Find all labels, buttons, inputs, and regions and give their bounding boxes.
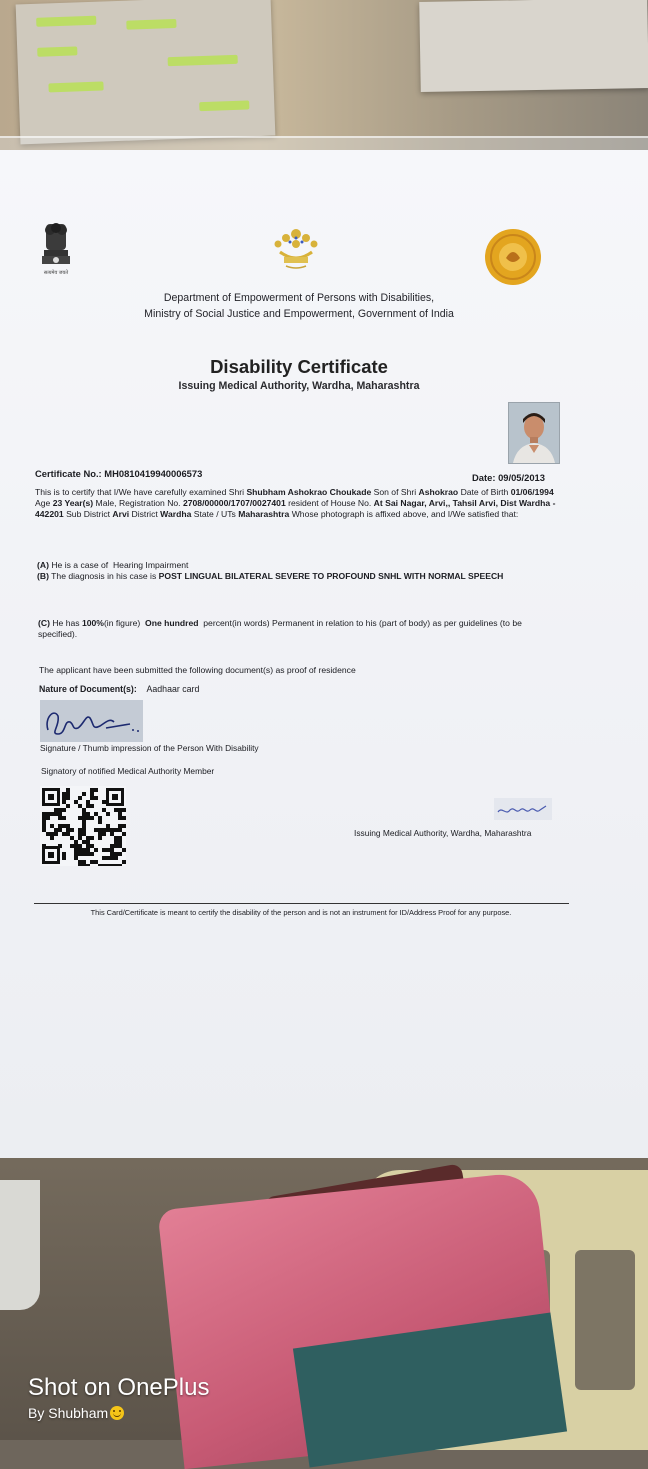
qr-module	[118, 808, 122, 812]
clause-b	[37, 571, 557, 582]
qr-module	[110, 844, 114, 848]
qr-module	[58, 816, 62, 820]
qr-module	[98, 832, 102, 836]
qr-module	[46, 832, 50, 836]
qr-module	[90, 836, 94, 840]
qr-module	[106, 824, 110, 828]
qr-module	[46, 816, 50, 820]
qr-module	[66, 832, 70, 836]
qr-module	[42, 828, 46, 832]
qr-module	[58, 844, 62, 848]
qr-module	[62, 808, 66, 812]
qr-module	[94, 860, 98, 864]
qr-module	[90, 788, 94, 792]
qr-module	[90, 792, 94, 796]
certificate-number	[35, 468, 202, 479]
national-emblem-icon	[38, 220, 74, 278]
clause-c-text: (in figure)	[103, 618, 141, 628]
qr-module	[102, 808, 106, 812]
qr-module	[98, 864, 102, 866]
clause-a-label: (A)	[37, 560, 49, 570]
qr-module	[82, 848, 86, 852]
applicant-signature	[40, 700, 143, 742]
qr-module	[122, 816, 126, 820]
qr-module	[106, 828, 110, 832]
qr-module	[78, 832, 82, 836]
address: At Sai Nagar, Arvi,, Tahsil Arvi, Dist Wardha - 442201	[35, 498, 556, 519]
state: Maharashtra	[238, 509, 290, 519]
qr-module	[114, 836, 118, 840]
qr-module	[58, 808, 62, 812]
qr-module	[42, 812, 46, 816]
qr-module	[122, 848, 126, 852]
qr-module	[86, 852, 90, 856]
qr-module	[62, 800, 66, 804]
body-text: Age	[35, 498, 51, 508]
body-text: District	[131, 509, 158, 519]
clause-a-text: He is a case of	[51, 560, 109, 570]
qr-module	[74, 848, 78, 852]
certificate-date	[472, 472, 545, 483]
qr-module	[90, 804, 94, 808]
clause-a	[37, 560, 188, 571]
footer-divider	[34, 903, 569, 904]
qr-module	[78, 852, 82, 856]
qr-module	[122, 860, 126, 864]
qr-module	[82, 832, 86, 836]
qr-module	[114, 828, 118, 832]
qr-module	[94, 828, 98, 832]
qr-module	[46, 812, 50, 816]
emblem-caption: सत्यमेव जयते	[43, 270, 69, 276]
qr-module	[114, 864, 118, 866]
qr-module	[110, 864, 114, 866]
body-text: Sub District	[66, 509, 111, 519]
qr-module	[74, 840, 78, 844]
qr-module	[86, 812, 90, 816]
qr-module	[66, 804, 70, 808]
body-text: Male, Registration No.	[95, 498, 181, 508]
qr-module	[42, 820, 46, 824]
sub-district: Arvi	[112, 509, 130, 519]
department-line-2: Ministry of Social Justice and Empowerment, Government of India	[144, 308, 454, 320]
authority-signature	[494, 798, 552, 820]
nature-label: Nature of Document(s):	[39, 684, 137, 694]
stool-leg	[0, 1180, 40, 1310]
qr-module	[74, 856, 78, 860]
qr-module	[118, 828, 122, 832]
qr-module	[102, 856, 106, 860]
qr-module	[78, 844, 82, 848]
qr-module	[110, 852, 114, 856]
diagnosis: POST LINGUAL BILATERAL SEVERE TO PROFOUND SNHL WITH NORMAL SPEECH	[158, 571, 504, 581]
body-text: State / UTs	[193, 509, 236, 519]
qr-module	[82, 792, 86, 796]
qr-module	[82, 808, 86, 812]
qr-module	[86, 840, 90, 844]
qr-module	[122, 808, 126, 812]
qr-module	[78, 816, 82, 820]
qr-module	[86, 848, 90, 852]
qr-module	[62, 832, 66, 836]
qr-module	[82, 812, 86, 816]
qr-module	[78, 836, 82, 840]
sugamya-logo-icon	[266, 224, 326, 272]
clause-c	[38, 618, 558, 640]
signature-caption: Signature / Thumb impression of the Person With Disability	[40, 743, 259, 753]
clause-c-text: percent(in words) Permanent in relation to his (part of body) as per guidelines (to be specified).	[38, 618, 522, 639]
qr-module	[102, 832, 106, 836]
district: Wardha	[160, 509, 192, 519]
qr-module	[78, 848, 82, 852]
qr-module	[106, 864, 110, 866]
qr-module	[70, 844, 74, 848]
qr-module	[90, 852, 94, 856]
signatory-text: Signatory of notified Medical Authority Member	[41, 766, 215, 776]
qr-module	[78, 796, 82, 800]
qr-module	[114, 844, 118, 848]
body-text: Son of Shri	[373, 487, 417, 497]
qr-module	[94, 848, 98, 852]
qr-module	[86, 844, 90, 848]
body-text: Date of Birth	[460, 487, 509, 497]
qr-module	[86, 800, 90, 804]
watermark-title: Shot on OnePlus	[28, 1374, 210, 1401]
qr-module	[86, 816, 90, 820]
qr-module	[118, 840, 122, 844]
qr-module	[78, 804, 82, 808]
qr-module	[54, 832, 58, 836]
nature-value: Aadhaar card	[146, 684, 200, 694]
department-line-1: Department of Empowerment of Persons with Disabilities,	[163, 292, 435, 304]
qr-module	[90, 796, 94, 800]
qr-module	[118, 864, 122, 866]
qr-module	[114, 808, 118, 812]
qr-module	[54, 828, 58, 832]
certification-paragraph	[35, 487, 560, 520]
qr-module	[50, 812, 54, 816]
qr-module	[82, 828, 86, 832]
qr-module	[66, 788, 70, 792]
body-text: This is to certify that I/We have carefully examined Shri	[35, 487, 245, 497]
qr-module	[118, 852, 122, 856]
qr-module	[114, 840, 118, 844]
qr-module	[90, 860, 94, 864]
qr-module	[78, 860, 82, 864]
certificate-number-value: MH0810419940006573	[104, 468, 203, 479]
qr-module	[102, 800, 106, 804]
clause-b-text: The diagnosis in his case is	[51, 571, 157, 581]
maharashtra-seal-icon	[484, 228, 542, 286]
qr-module	[106, 812, 110, 816]
father-name: Ashokrao	[418, 487, 459, 497]
clause-b-label: (B)	[37, 571, 49, 581]
qr-module	[98, 820, 102, 824]
qr-module	[62, 796, 66, 800]
qr-module	[82, 840, 86, 844]
background-paper-right	[419, 0, 648, 92]
qr-module	[82, 864, 86, 866]
qr-module	[50, 836, 54, 840]
qr-module	[86, 804, 90, 808]
smiley-icon	[110, 1406, 124, 1420]
qr-module	[62, 824, 66, 828]
qr-module	[94, 796, 98, 800]
qr-module	[42, 844, 46, 848]
qr-module	[102, 864, 106, 866]
qr-module	[74, 800, 78, 804]
qr-module	[94, 788, 98, 792]
qr-module	[110, 832, 114, 836]
qr-module	[114, 852, 118, 856]
qr-module	[86, 836, 90, 840]
qr-module	[70, 828, 74, 832]
qr-module	[98, 828, 102, 832]
qr-module	[74, 852, 78, 856]
qr-module	[42, 824, 46, 828]
qr-module	[122, 832, 126, 836]
qr-module	[78, 828, 82, 832]
watermark-byline	[28, 1405, 124, 1421]
issuing-authority: Issuing Medical Authority, Wardha, Maharashtra	[354, 828, 532, 838]
qr-module	[58, 824, 62, 828]
clause-c-label: (C)	[38, 618, 50, 628]
qr-module	[58, 812, 62, 816]
qr-module	[102, 848, 106, 852]
disability-percent: 100%	[81, 618, 104, 628]
qr-module	[62, 792, 66, 796]
qr-module	[94, 812, 98, 816]
date-label: Date:	[472, 472, 496, 483]
qr-module	[42, 816, 46, 820]
qr-module	[90, 816, 94, 820]
qr-module	[50, 824, 54, 828]
qr-module	[70, 836, 74, 840]
qr-module	[62, 856, 66, 860]
qr-module	[114, 856, 118, 860]
qr-module	[118, 816, 122, 820]
qr-module	[62, 852, 66, 856]
qr-module	[82, 860, 86, 864]
qr-module	[102, 828, 106, 832]
qr-module	[122, 824, 126, 828]
department-header	[0, 290, 598, 322]
disability-percent-words: One hundred	[145, 618, 199, 628]
qr-module	[82, 820, 86, 824]
qr-module	[118, 836, 122, 840]
qr-code-icon	[40, 786, 126, 866]
qr-module	[86, 864, 90, 866]
qr-module	[82, 824, 86, 828]
qr-module	[118, 844, 122, 848]
qr-module	[98, 836, 102, 840]
qr-module	[106, 848, 110, 852]
registration-number: 2708/00000/1707/0027401	[182, 498, 286, 508]
qr-module	[66, 792, 70, 796]
applicant-photo	[508, 402, 560, 464]
qr-module	[66, 796, 70, 800]
body-text: resident of House No.	[288, 498, 372, 508]
body-text: Whose photograph is affixed above, and I/We satisfied that:	[291, 509, 519, 519]
certificate-number-label: Certificate No.:	[35, 468, 102, 479]
qr-module	[98, 816, 102, 820]
disability-type: Hearing Impairment	[112, 560, 189, 570]
qr-module	[106, 856, 110, 860]
qr-module	[74, 844, 78, 848]
qr-module	[78, 864, 82, 866]
qr-module	[118, 812, 122, 816]
qr-module	[110, 848, 114, 852]
qr-module	[66, 828, 70, 832]
certificate-sheet	[0, 150, 648, 1158]
qr-module	[82, 852, 86, 856]
date-value: 09/05/2013	[498, 472, 545, 483]
certificate-subtitle: Issuing Medical Authority, Wardha, Maharashtra	[178, 380, 420, 392]
age: 23 Year(s)	[52, 498, 94, 508]
qr-module	[50, 832, 54, 836]
qr-module	[62, 816, 66, 820]
footer-disclaimer: This Card/Certificate is meant to certify the disability of the person and is not an instrument for ID/Address Proof for any purpose.	[90, 908, 512, 917]
qr-module	[90, 844, 94, 848]
nature-of-document	[39, 684, 199, 694]
watermark-byline-text: By Shubham	[28, 1405, 109, 1421]
qr-module	[54, 812, 58, 816]
certificate-title: Disability Certificate	[210, 356, 388, 377]
qr-module	[82, 816, 86, 820]
background-paper-left	[16, 0, 276, 144]
qr-module	[66, 824, 70, 828]
qr-module	[118, 824, 122, 828]
qr-module	[58, 828, 62, 832]
qr-module	[54, 808, 58, 812]
date-of-birth: 01/06/1994	[510, 487, 554, 497]
applicant-name: Shubham Ashokrao Choukade	[246, 487, 372, 497]
qr-module	[110, 828, 114, 832]
clause-c-text: He has	[52, 618, 80, 628]
residence-proof-text: The applicant have been submitted the following document(s) as proof of residence	[39, 665, 356, 675]
qr-module	[110, 856, 114, 860]
